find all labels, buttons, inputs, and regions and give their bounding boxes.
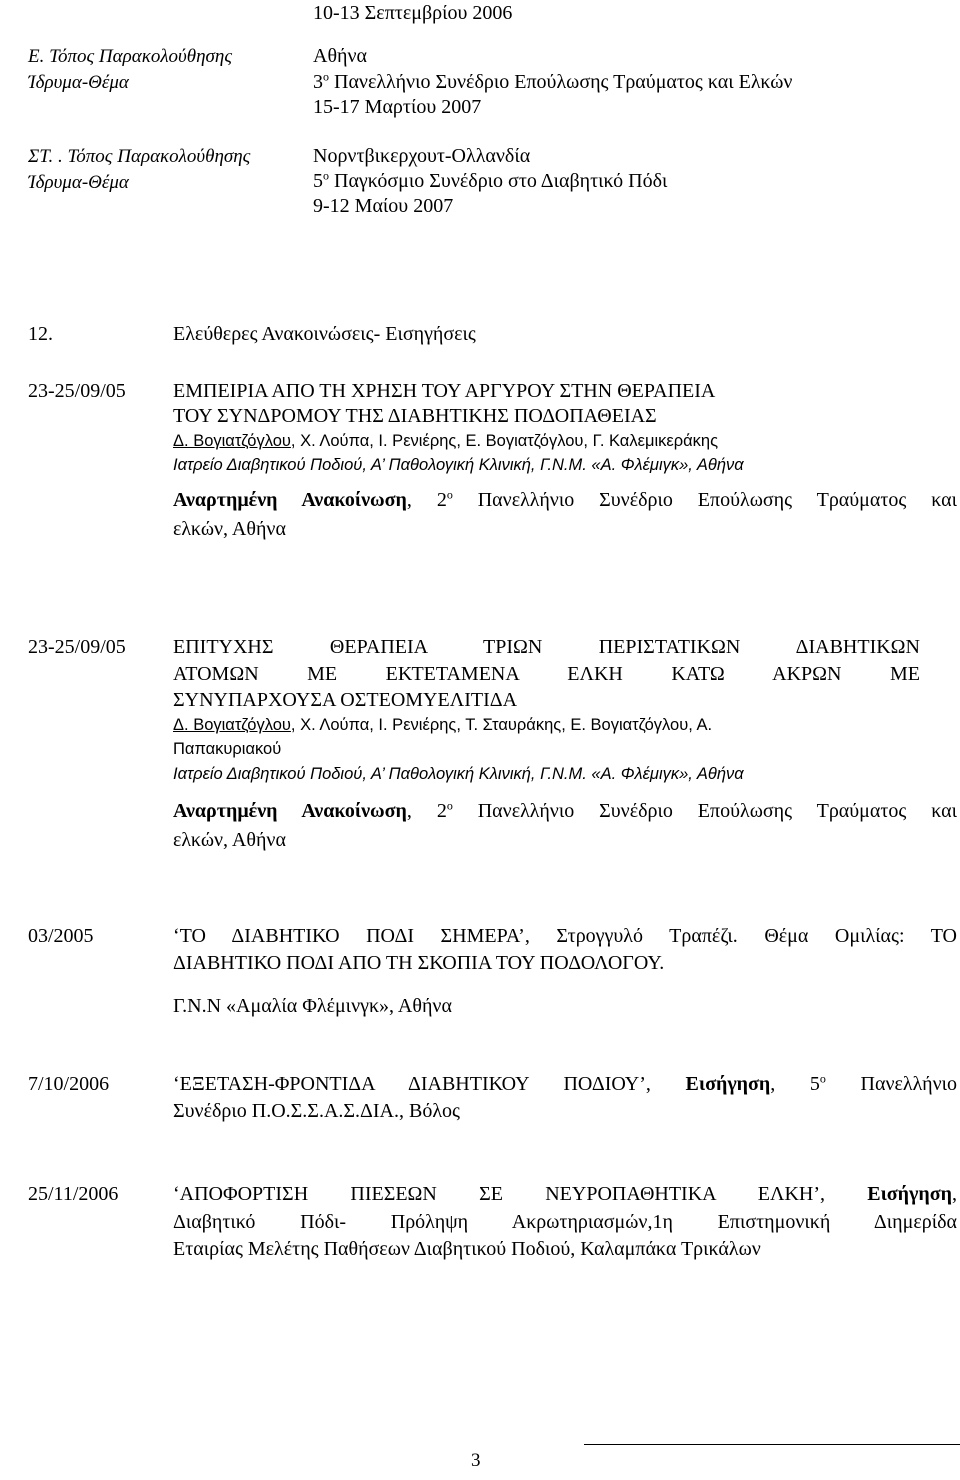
entry-poster-line2: ελκών, Αθήνα [173, 518, 286, 540]
block-e-label2: Ίδρυμα-Θέμα [28, 72, 129, 93]
entry-poster-line2: ελκών, Αθήνα [173, 829, 286, 851]
talk-title-line2: Διαβητικό Πόδι- Πρόληψη Ακρωτηριασμών,1η Επιστημονική Διημερίδα [173, 1211, 957, 1233]
talk-title: ‘ΕΞΕΤΑΣΗ-ΦΡΟΝΤΙΔΑ ΔΙΑΒΗΤΙΚΟΥ ΠΟΔΙΟΥ’, Εισήγηση, $5^o$ Πανελλήνιο [173, 1071, 957, 1095]
talk-date: 03/2005 [28, 925, 94, 947]
block-e-label: Ε. Τόπος Παρακολούθησης [28, 46, 233, 67]
footer-rule [584, 1444, 960, 1445]
entry-title: ΤΟΥ ΣΥΝΔΡΟΜΟΥ ΤΗΣ ΔΙΑΒΗΤΙΚΗΣ ΠΟΔΟΠΑΘΕΙΑΣ [173, 405, 657, 427]
entry-authors-line2: Παπακυριακού [173, 740, 282, 758]
page-number: 3 [471, 1450, 481, 1471]
talk-title: ‘ΑΠΟΦΟΡΤΙΣΗ ΠΙΕΣΕΩΝ ΣΕ ΝΕΥΡΟΠΑΘΗΤΙΚΑ ΕΛΚΗ’, Εισήγηση, [173, 1183, 957, 1205]
section-number: 12. [28, 323, 53, 345]
entry-authors: Δ. Βογιατζόγλου, Χ. Λούπα, Ι. Ρενιέρης, Τ. Σταυράκης, Ε. Βογιατζόγλου, Α. [173, 716, 713, 734]
block-e-dates: 15-17 Μαρτίου 2007 [313, 96, 482, 118]
entry-date: 23-25/09/05 [28, 380, 126, 402]
block-e-city: Αθήνα [313, 45, 368, 67]
talk-date: 25/11/2006 [28, 1183, 119, 1205]
talk-title-line2: ΔΙΑΒΗΤΙΚΟ ΠΟΔΙ ΑΠΟ ΤΗ ΣΚΟΠΙΑ ΤΟΥ ΠΟΔΟΛΟΓΟΥ. [173, 952, 665, 974]
block-e-conference: $3^o$ Πανελλήνιο Συνέδριο Επούλωσης Τραύματος και Ελκών [313, 69, 793, 93]
block-st-dates: 9-12 Μαίου 2007 [313, 195, 454, 217]
block-st-label2: Ίδρυμα-Θέμα [28, 172, 129, 193]
entry-title: ΣΥΝΥΠΑΡΧΟΥΣΑ ΟΣΤΕΟΜΥΕΛΙΤΙΔΑ [173, 689, 518, 711]
block-st-city: Νορντβικερχουτ-Ολλανδία [313, 145, 531, 167]
talk-title: ‘ΤΟ ΔΙΑΒΗΤΙΚΟ ΠΟΔΙ ΣΗΜΕΡΑ’, Στρογγυλό Τραπέζι. Θέμα Ομιλίας: ΤΟ [173, 925, 957, 947]
entry-date: 23-25/09/05 [28, 636, 126, 658]
entry-authors: Δ. Βογιατζόγλου, Χ. Λούπα, Ι. Ρενιέρης, Ε. Βογιατζόγλου, Γ. Καλεμικεράκης [173, 432, 719, 450]
section-title: Ελεύθερες Ανακοινώσεις- Εισηγήσεις [173, 323, 476, 345]
date-line: 10-13 Σεπτεμβρίου 2006 [313, 2, 513, 24]
entry-affiliation: Ιατρείο Διαβητικού Ποδιού, Α’ Παθολογική Κλινική, Γ.Ν.Μ. «Α. Φλέμιγκ», Αθήνα [173, 765, 744, 783]
talk-venue: Συνέδριο Π.Ο.Σ.Σ.Α.Σ.ΔΙΑ., Βόλος [173, 1100, 460, 1122]
entry-poster: Αναρτημένη Ανακοίνωση, $2^o$ Πανελλήνιο Συνέδριο Επούλωσης Τραύματος και [173, 487, 958, 511]
entry-title: ΕΠΙΤΥΧΗΣ ΘΕΡΑΠΕΙΑ ΤΡΙΩΝ ΠΕΡΙΣΤΑΤΙΚΩΝ ΔΙΑΒΗΤΙΚΩΝ [173, 636, 920, 658]
entry-title: ΕΜΠΕΙΡΙΑ ΑΠΟ ΤΗ ΧΡΗΣΗ ΤΟΥ ΑΡΓΥΡΟΥ ΣΤΗΝ ΘΕΡΑΠΕΙΑ [173, 380, 716, 402]
talk-venue: Γ.Ν.Ν «Αμαλία Φλέμινγκ», Αθήνα [173, 995, 452, 1017]
block-st-label: ΣΤ. . Τόπος Παρακολούθησης [28, 146, 251, 167]
talk-date: 7/10/2006 [28, 1073, 110, 1095]
talk-venue: Εταιρίας Μελέτης Παθήσεων Διαβητικού Ποδιού, Καλαμπάκα Τρικάλων [173, 1238, 761, 1260]
entry-title: ΑΤΟΜΩΝ ΜΕ ΕΚΤΕΤΑΜΕΝΑ ΕΛΚΗ ΚΑΤΩ ΑΚΡΩΝ ΜΕ [173, 663, 920, 685]
entry-affiliation: Ιατρείο Διαβητικού Ποδιού, Α’ Παθολογική Κλινική, Γ.Ν.Μ. «Α. Φλέμιγκ», Αθήνα [173, 456, 744, 474]
block-st-conference: $5^o$ Παγκόσμιο Συνέδριο στο Διαβητικό Πόδι [313, 168, 668, 192]
entry-poster: Αναρτημένη Ανακοίνωση, $2^o$ Πανελλήνιο Συνέδριο Επούλωσης Τραύματος και [173, 798, 958, 822]
